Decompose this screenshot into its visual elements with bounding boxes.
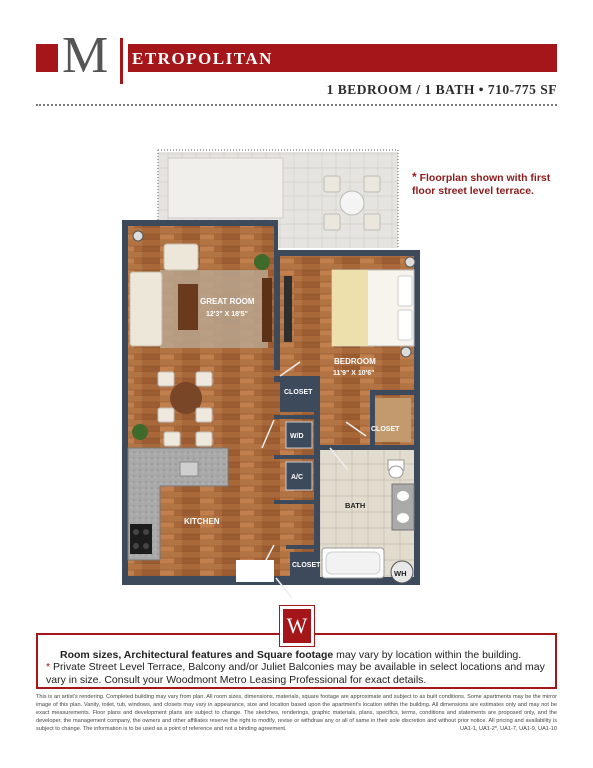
kitchen-label: KITCHEN [184, 517, 220, 526]
wh-label: WH [394, 569, 407, 578]
ac-label: A/C [291, 474, 304, 481]
entry-notch [236, 560, 274, 582]
bath-label: BATH [345, 501, 366, 510]
bedroom-closet-floor [375, 398, 411, 442]
bedroom-dims: 11'9" X 10'6" [333, 370, 375, 377]
lamp-icon [405, 257, 415, 267]
closet-label: CLOSET [292, 562, 321, 569]
bedroom-label: BEDROOM [334, 357, 376, 366]
disclaimer: This is an artist's rendering. Completed building may vary from plan. All room sizes, dimensions, materials, square footage are approximate and subject to as built conditions. Some apartments may be the mirror image of this plan. Vanity, toilet, tub, windows, and closets may vary in appearance, size and location based upon the apartment's location within the building. All dimensions are estimates only and may not be exact measurements. Floor plans and development plans are subject to change. The sketches, renderings, graphic materials, plans, specifics, terms, conditions and statements are proposed only, and the developer, the management company, the owners and other affiliates reserve the right to modify, revise or withdraw any or all of same in their sole discretion and without prior notice. All pricing and availability is subject to change. The information is to be used as a point of reference and not a binding agreement. [36, 694, 557, 732]
unit-summary: 1 BEDROOM / 1 BATH • 710-775 SF [326, 82, 557, 97]
floorplan-note-text: Floorplan shown with first floor street level terrace. [412, 172, 551, 197]
lamp-icon [401, 347, 411, 357]
great-room-dims: 12'3" X 18'5" [206, 311, 248, 318]
brand-logo [280, 606, 314, 646]
brand-logo-letter: W [286, 613, 308, 638]
asterisk: * [412, 170, 417, 184]
plant-icon [132, 424, 148, 440]
closet-label: CLOSET [371, 426, 400, 433]
footer-line-2 [46, 661, 551, 686]
footer-line-1-bold: Room sizes, Architectural features and Square footage [60, 649, 334, 661]
great-room-label: GREAT ROOM [200, 297, 255, 306]
closet-label: CLOSET [284, 389, 313, 396]
floorplan-note [412, 171, 552, 198]
bed [332, 270, 414, 346]
footer-line-2-text: Private Street Level Terrace, Balcony and/or Juliet Balconies may be available in select locations and may vary in size. Consult your Woodmont Metro Leasing Professional for exact details. [46, 661, 545, 686]
closet-box [280, 382, 314, 412]
lamp-icon [133, 231, 143, 241]
page-title: ETROPOLITAN [132, 49, 273, 68]
plant-icon [254, 254, 270, 270]
header-logo-letter: M [62, 27, 109, 84]
plan-codes: UA1-1, UA1-2*, UA1-7, UA1-9, UA1-10 [460, 726, 557, 732]
footer-line-1-rest: may vary by location within the building. [333, 649, 522, 661]
footer-line-1 [60, 649, 521, 661]
wd-label: W/D [290, 433, 304, 440]
asterisk: * [46, 661, 51, 673]
